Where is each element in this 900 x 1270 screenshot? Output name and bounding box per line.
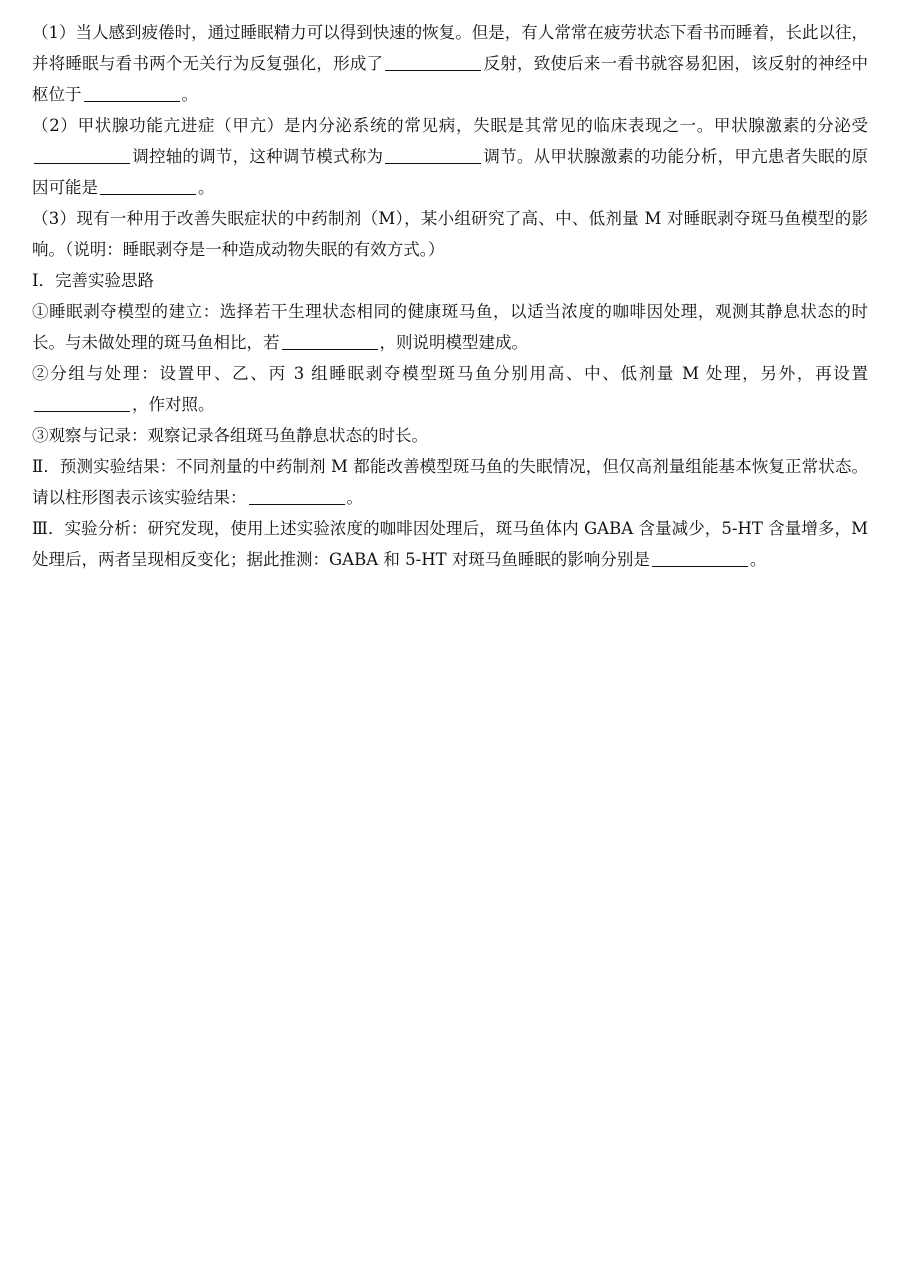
answer-blank-6[interactable] — [282, 333, 378, 351]
answer-blank-5[interactable] — [100, 178, 196, 196]
question-1-text-b: 反射，致使后来一看书就容易犯困，该反射的神经中枢位于 — [32, 54, 869, 104]
question-2-text-d: 。 — [198, 178, 215, 197]
answer-blank-3[interactable] — [34, 147, 130, 165]
section-ii-text-b: 。 — [346, 488, 363, 507]
question-2-text-a: （2）甲状腺功能亢进症（甲亢）是内分泌系统的常见病，失眠是其常见的临床表现之一。甲状腺激素的分泌受 — [32, 116, 868, 135]
question-2-text-c: 调节。从甲状腺激素的功能分析，甲亢患者失眠的原因可能是 — [32, 147, 869, 197]
document-body — [32, 17, 868, 575]
section-i-text: I．完善实验思路 — [32, 271, 155, 290]
section-iii-text-a: Ⅲ．实验分析：研究发现，使用上述实验浓度的咖啡因处理后，斑马鱼体内 GABA 含量减少，5-HT 含量增多，M 处理后，两者呈现相反变化；据此推测：GABA 和 5-HT 对斑马鱼睡眠的影响分别是 — [32, 519, 868, 569]
step-1-text-a: ①睡眠剥夺模型的建立：选择若干生理状态相同的健康斑马鱼，以适当浓度的咖啡因处理，观测其静息状态的时长。与未做处理的斑马鱼相比，若 — [32, 302, 868, 352]
question-2-paragraph — [32, 110, 868, 203]
answer-blank-1[interactable] — [385, 54, 481, 72]
question-3-text: （3）现有一种用于改善失眠症状的中药制剂（M），某小组研究了高、中、低剂量 M 对睡眠剥夺斑马鱼模型的影响。（说明：睡眠剥夺是一种造成动物失眠的有效方式。） — [32, 209, 868, 259]
section-iii-text-b: 。 — [749, 550, 767, 569]
step-3-paragraph — [32, 420, 868, 451]
section-ii-paragraph — [32, 451, 868, 513]
section-i-heading — [32, 265, 868, 296]
step-2-text-b: ，作对照。 — [132, 395, 215, 414]
question-1-text-a: （1）当人感到疲倦时，通过睡眠精力可以得到快速的恢复。但是，有人常常在疲劳状态下看书而睡着，长此以往，并将睡眠与看书两个无关行为反复强化，形成了 — [32, 23, 868, 73]
answer-blank-9[interactable] — [652, 550, 748, 568]
question-2-text-b: 调控轴的调节，这种调节模式称为 — [132, 147, 384, 166]
step-1-text-b: ，则说明模型建成。 — [379, 333, 528, 352]
question-1-text-c: 。 — [181, 85, 198, 104]
answer-blank-4[interactable] — [385, 147, 481, 165]
step-2-paragraph — [32, 358, 868, 420]
section-iii-paragraph — [32, 513, 868, 575]
answer-blank-8[interactable] — [249, 488, 345, 506]
step-2-text-a: ②分组与处理：设置甲、乙、丙 3 组睡眠剥夺模型斑马鱼分别用高、中、低剂量 M 处理，另外，再设置 — [32, 364, 868, 383]
question-1-paragraph — [32, 17, 868, 110]
step-1-paragraph — [32, 296, 868, 358]
answer-blank-7[interactable] — [34, 395, 130, 413]
question-3-paragraph — [32, 203, 868, 265]
step-3-text: ③观察与记录：观察记录各组斑马鱼静息状态的时长。 — [32, 426, 428, 445]
answer-blank-2[interactable] — [84, 85, 180, 103]
section-ii-text-a: Ⅱ．预测实验结果：不同剂量的中药制剂 M 都能改善模型斑马鱼的失眠情况，但仅高剂量组能基本恢复正常状态。请以柱形图表示该实验结果： — [32, 457, 868, 507]
